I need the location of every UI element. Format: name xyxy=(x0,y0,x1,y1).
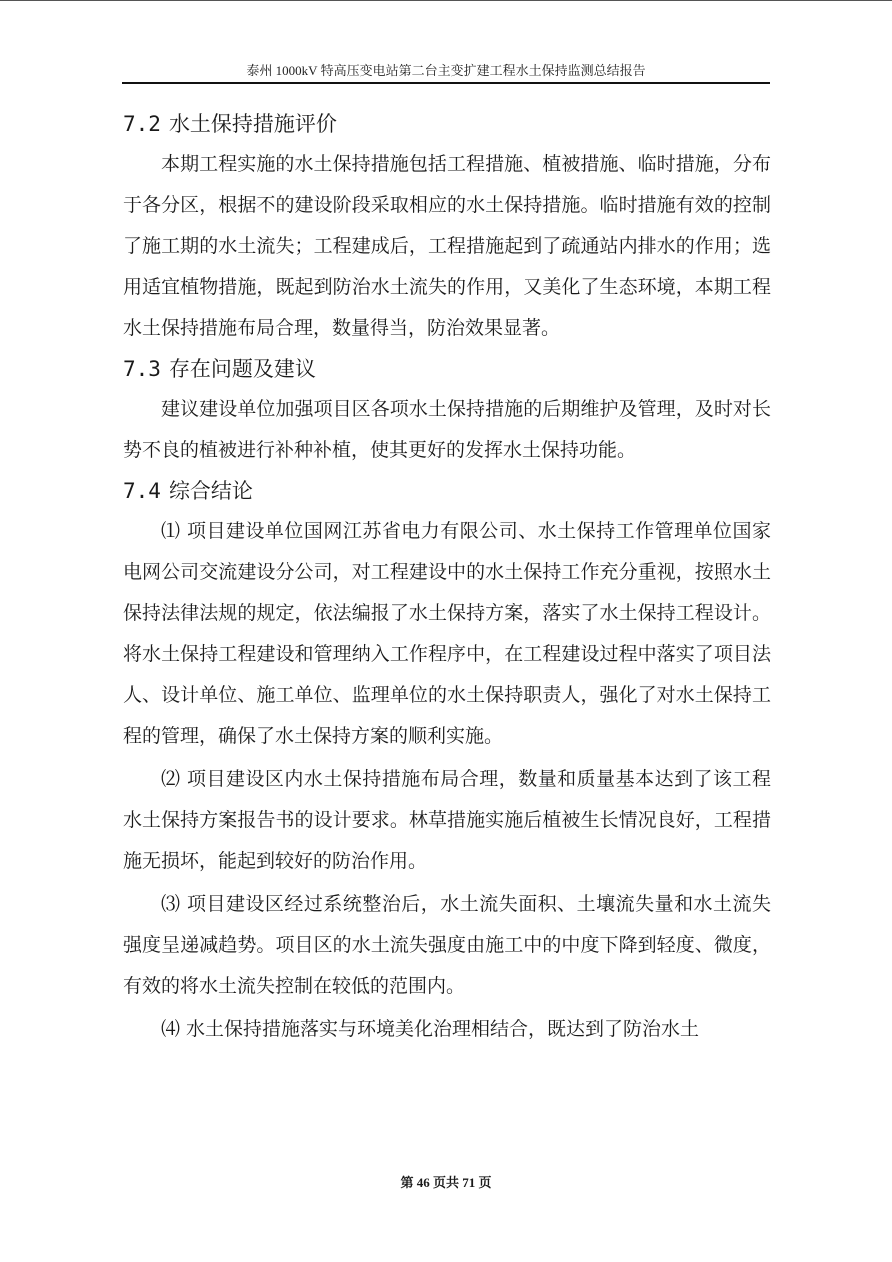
section-number: 7.3 xyxy=(123,357,161,381)
section-title: 水土保持措施评价 xyxy=(168,112,337,136)
conclusion-item-4: ⑷ 水土保持措施落实与环境美化治理相结合，既达到了防治水土 xyxy=(161,1018,700,1040)
section-heading-7-2 xyxy=(123,104,771,144)
section-title: 综合结论 xyxy=(168,479,253,503)
paragraph: 本期工程实施的水土保持措施包括工程措施、植被措施、临时措施，分布于各分区，根据不的建设阶段采取相应的水土保持措施。临时措施有效的控制了施工期的水土流失；工程建成后，工程措施起到了疏通站内排水的作用；选用适宜植物措施，既起到防治水土流失的作用，又美化了生态环境，本期工程水土保持措施布局合理，数量得当，防治效果显著。 xyxy=(123,153,771,339)
page-number: 第 46 页共 71 页 xyxy=(400,1175,492,1190)
conclusion-item-2: ⑵ 项目建设区内水土保持措施布局合理，数量和质量基本达到了该工程水土保持方案报告书的设计要求。林草措施实施后植被生长情况良好，工程措施无损坏，能起到较好的防治作用。 xyxy=(123,768,771,872)
conclusion-item-3: ⑶ 项目建设区经过系统整治后，水土流失面积、土壤流失量和水土流失强度呈递减趋势。项目区的水土流失强度由施工中的中度下降到轻度、微度，有效的将水土流失控制在较低的范围内。 xyxy=(123,893,771,997)
section-heading-7-4 xyxy=(123,471,771,511)
section-number: 7.4 xyxy=(123,479,161,503)
section-number: 7.2 xyxy=(123,112,161,136)
page-body xyxy=(123,104,771,1050)
header-divider xyxy=(122,82,770,84)
section-heading-7-3 xyxy=(123,349,771,389)
conclusion-item-1: ⑴ 项目建设单位国网江苏省电力有限公司、水土保持工作管理单位国家电网公司交流建设分公司，对工程建设中的水土保持工作充分重视，按照水土保持法律法规的规定，依法编报了水土保持方案，落实了水土保持工程设计。将水土保持工程建设和管理纳入工作程序中，在工程建设过程中落实了项目法人、设计单位、施工单位、监理单位的水土保持职责人，强化了对水土保持工程的管理，确保了水土保持方案的顺利实施。 xyxy=(123,520,771,747)
paragraph: 建议建设单位加强项目区各项水土保持措施的后期维护及管理，及时对长势不良的植被进行补种补植，使其更好的发挥水土保持功能。 xyxy=(123,398,771,461)
running-header: 泰州 1000kV 特高压变电站第二台主变扩建工程水土保持监测总结报告 xyxy=(246,63,646,78)
section-title: 存在问题及建议 xyxy=(168,357,316,381)
top-border-line xyxy=(0,0,892,1)
